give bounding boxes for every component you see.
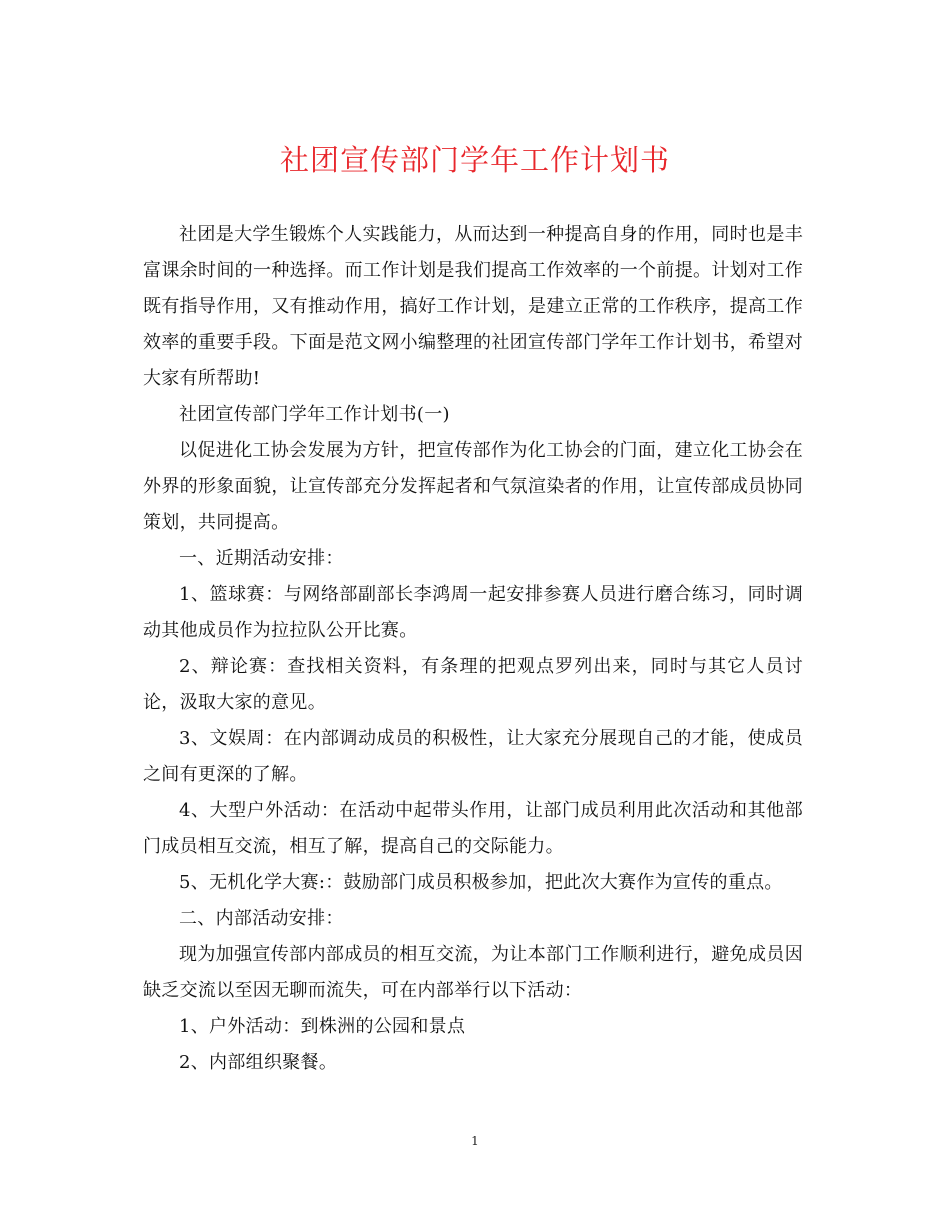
page-number: 1 <box>471 1134 479 1148</box>
activity-item-chemistry-contest: 5、无机化学大赛:：鼓励部门成员积极参加，把此次大赛作为宣传的重点。 <box>179 872 783 893</box>
activity-item-basketball: 1、篮球赛：与网络部副部长李鸿周一起安排参赛人员进行磨合练习，同时调动其他成员作为拉拉队公开比赛。 <box>143 584 803 641</box>
section-heading-plan-one: 社团宣传部门学年工作计划书(一) <box>179 404 450 425</box>
policy-paragraph: 以促进化工协会发展为方针，把宣传部作为化工协会的门面，建立化工协会在外界的形象面貌，让宣传部充分发挥起者和气氛渲染者的作用，让宣传部成员协同策划，共同提高。 <box>143 440 803 533</box>
activity-item-entertainment-week: 3、文娱周：在内部调动成员的积极性，让大家充分展现自己的才能，使成员之间有更深的了解。 <box>143 728 803 785</box>
section-heading-recent-activities: 一、近期活动安排： <box>179 548 344 569</box>
document-title: 社团宣传部门学年工作计划书 <box>279 143 670 177</box>
activity-item-outdoor: 4、大型户外活动：在活动中起带头作用，让部门成员利用此次活动和其他部门成员相互交流，相互了解，提高自己的交际能力。 <box>143 800 803 857</box>
activity-item-debate: 2、辩论赛：查找相关资料，有条理的把观点罗列出来，同时与其它人员讨论，汲取大家的意见。 <box>143 656 803 713</box>
intro-paragraph: 社团是大学生锻炼个人实践能力，从而达到一种提高自身的作用，同时也是丰富课余时间的一种选择。而工作计划是我们提高工作效率的一个前提。计划对工作既有指导作用，又有推动作用，搞好工作计划，是建立正常的工作秩序，提高工作效率的重要手段。下面是范文网小编整理的社团宣传部门学年工作计划书，希望对大家有所帮助! <box>143 224 803 389</box>
section-heading-internal-activities: 二、内部活动安排： <box>179 908 344 929</box>
document-body <box>143 217 803 1081</box>
internal-item-outdoor: 1、户外活动：到株洲的公园和景点 <box>179 1016 466 1037</box>
internal-item-dinner: 2、内部组织聚餐。 <box>179 1052 338 1073</box>
internal-activities-paragraph: 现为加强宣传部内部成员的相互交流，为让本部门工作顺利进行，避免成员因缺乏交流以至因无聊而流失，可在内部举行以下活动： <box>143 944 803 1001</box>
